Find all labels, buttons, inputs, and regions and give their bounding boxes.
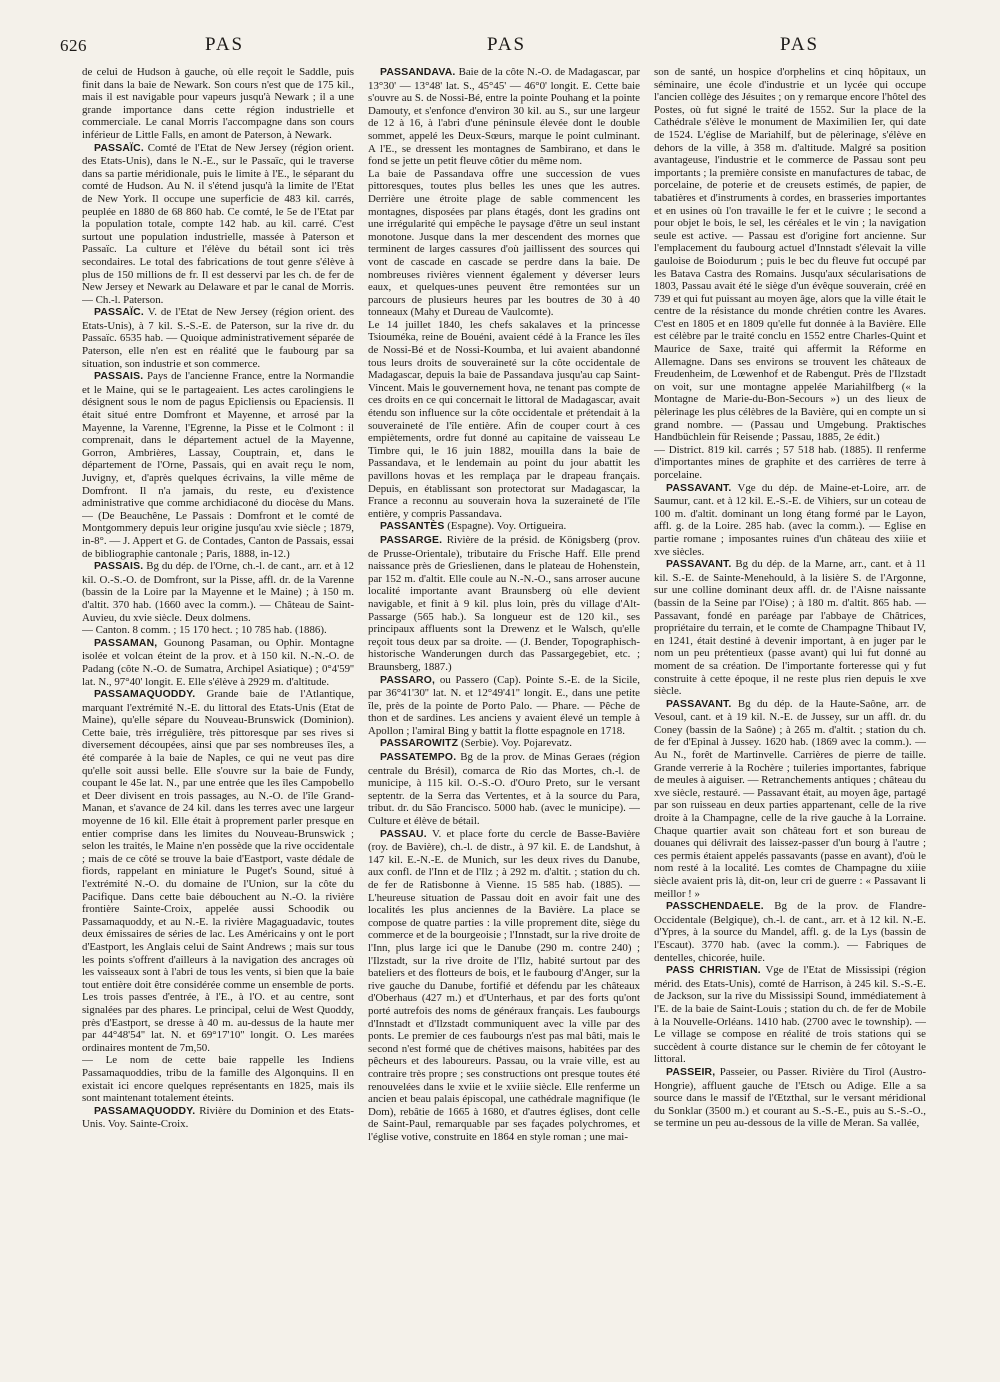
page-number: 626 — [60, 36, 87, 55]
dictionary-entry — [368, 66, 640, 168]
entry-text: Rivière de la présid. de Königsberg (prov. de Prusse-Orientale), tributaire du Frische Haff. Elle prend naissance près de Grieslienen, dans le plateau de Hohenstein, par 152 m. d'altit. Elle coule au N.-N.-O., sans arroser aucune localité importante avant Braunsberg où elle devient navigable, et finit à 9 kil. plus loin, près du village d'Alt-Passarge (565 hab.). Sa longueur est de 120 kil., ses principaux affluents sont la Drewenz et le Walsch, qu'elle reçoit tous deux par sa droite. — (J. Bender, Topographisch-historische Wanderungen durch das Passargegebiet, etc. ; Braunsberg, 1887.) — [368, 533, 640, 673]
entry-text: (Serbie). Voy. Pojarevatz. — [460, 737, 573, 750]
entry-headword: PASSANDAVA. — [380, 67, 456, 78]
entry-text: Grande baie de l'Atlantique, marquant l'extrémité N.-E. du littoral des Etats-Unis (Etat de Maine), qu'elle sépare du Nouveau-Brunswick (Dominion). Cette baie, très irrégulière, très pittoresque par ses rives si diversement découpées, ainsi que par ses nombreuses îles, a été comparée à la baie de Naples, ce qui ne veut pas dire qu'elle soit aussi belle. Elle s'ouvre sur la baie de Fundy, coupant le 45e lat. N., par une entrée que les îles Campobello et Deer divisent en trois passages, au N.-O. de l'île Grand-Manan, et s'avance de 24 kil. dans les terres avec une largeur moyenne de 16 kil. Elle était à proprement parler presque en entier comprise dans les limites du Nouveau-Brunswick ; selon les traités, le Maine n'en possède que la rive occidentale ; mais de ce côté se trouve la baie d'Eastport, vaste dédale de fiords, rappelant en miniature le Puget's Sound, situé à l'extrémité N.-O. du domaine de l'Union, sur la côte du Pacifique. Dans cette baie débouchent au N.-O. la rivière frontière Sainte-Croix, appelée aussi Schoodik ou Passamaquoddy, et au N.-E. la rivière Magaguadavic, toutes deux émissaires de séries de lac. Les Américains y ont le port d'Eastport, les Anglais celui de Saint Andrews ; mais sur tous les points s'offrent d'ailleurs à la navigation des ancrages où les vaisseaux sont à l'abri de tous les vents, si bien que la baie tout entière doit être considérée comme un ensemble de ports. Les trois passes d'entrée, à l'E., à l'O. et au centre, sont signalées par des phares. Le principal, celui de West Quoddy, près d'Eastport, se dresse à 40 m. au-dessus de la haute mer par 44°48'54'' lat. N. et 69°17'10'' longit. O. Les marées ordinaires montent de 7m,50. — [82, 688, 354, 1054]
running-head-right: PAS — [780, 34, 820, 55]
page-header — [0, 30, 1000, 70]
entry-text: Bg de la prov. de Minas Geraes (région centrale du Brésil), comarca de Rio das Mortes, ch.-l. de municipe, à 115 kil. O.-S.-O. d'Ouro Preto, sur le versant septentr. de la Serra das Vertentes, et à la source du Para, tribut. dr. du São Francisco. 5000 hab. (avec le municipe). — Culture et élève de bétail. — [368, 751, 640, 828]
entry-headword: PASSAMAQUODDY. — [94, 1105, 196, 1117]
dictionary-entry — [82, 637, 354, 688]
entry-headword: PASSAROWITZ — [380, 738, 459, 750]
entry-text: Baie de la côte N.-O. de Madagascar, par 13°30' — 13°48' lat. S., 45°45' — 46°0' longit. E. Cette baie s'ouvre au S. de Nossi-Bé, entre la pointe Pouhang et la pointe Damouty, et s'enfonce d'environ 30 kil. au S., sur une largeur de 12 à 16, à l'abri d'une péninsule élevée dont le double sommet, appelé les Deux-Sœurs, marque le point culminant. A l'E., se dressent les montagnes de Sambirano, et dans le fond se jette un petit fleuve côtier du même nom. — [368, 66, 640, 168]
entry-text: Bg du dép. de la Marne, arr., cant. et à 11 kil. S.-E. de Sainte-Menehould, à la lisière S. de l'Argonne, sur une colline dominant deux affl. dr. de l'Aisne naissante (bassin de la Seine par l'Oise) ; à 180 m. d'altit. 865 hab. — Passavant, fondé en paréage par l'abbaye de Châtrices, propriétaire du terrain, et le comte de Champagne Thibaut IV, en 1241, était destiné à devenir important, à en juger par le nom un peu prétentieux (passe avant) qui lui fut donné au moment de sa création. De l'importante forteresse qui y fut construite à cette époque, il ne reste plus rien depuis le xve siècle. — [654, 558, 926, 698]
dictionary-entry — [82, 66, 354, 142]
dictionary-entry — [368, 319, 640, 521]
entry-text: Passeier, ou Passer. Rivière du Tirol (Austro-Hongrie), affluent gauche de l'Etsch ou Adige. Elle a sa source dans le massif de l'Œtzthal, sur le versant méridional du Sonklar (3500 m.) et courant au S.-S.-E., puis au S.-S.-O., se termine un peu au-dessous de la ville de Meran. Sa vallée, — [654, 1065, 926, 1130]
text-column-1 — [82, 66, 354, 1346]
entry-text: Bg du dép. de l'Orne, ch.-l. de cant., arr. et à 12 kil. O.-S.-O. de Domfront, sur la Pisse, affl. dr. de la Varenne (bassin de la Loire par la Mayenne et le Maine) ; à 150 m. d'altit. 370 hab. (1660 avec la comm.). — Château de Saint-Auvieu, du xvie siècle. Deux dolmens. — [82, 560, 354, 624]
entry-text: Gounong Pasaman, ou Ophir. Montagne isolée et volcan éteint de la prov. et à 150 kil. N.-N.-O. de Padang (côte N.-O. de Sumatra, Archipel Asiatique) ; 0°4'59'' lat. N., 97°40' longit. E. Elle s'élève à 2929 m. d'altitude. — [82, 636, 354, 688]
entry-text: Pays de l'ancienne France, entre la Normandie et le Maine, qui se le partageaient. Les actes carolingiens le désignent sous le nom de pagus Epicliensis ou Epaciensis. Il était situé entre Domfront et Mayenne, et arrosé par la Mayenne, la Varenne, l'Egrenne, la Pisse et le Colmont : il comprenait, dans le département actuel de la Mayenne, Gorron, Ambrières, Lassay, Couptrain, et, dans le département de l'Orne, Passais, qui en avait reçu le nom, Juvigny, et, d'après quelques écrivains, la ville même de Domfront. Il n'a jamais, du reste, eu d'existence administrative que comme archidiaconé du diocèse du Mans. — (De Beauchêne, Le Passais : Domfront et le comté de Montgommery depuis leur origine jusqu'au xvie siècle ; 1879, in-8°. — J. Appert et G. de Contades, Canton de Passais, essai de bibliographie cantonale ; Paris, 1888, in-12.) — [82, 370, 354, 560]
dictionary-entry — [82, 1105, 354, 1131]
entry-headword: PASSAMAQUODDY. — [94, 689, 196, 701]
dictionary-entry — [368, 751, 640, 828]
entry-text: V. et place forte du cercle de Basse-Bavière (roy. de Bavière), ch.-l. de distr., à 97 kil. E. de Landshut, à 147 kil. E.-N.-E. de Munich, sur les deux rives du Danube, aux confl. de l'Inn et de l'Ilz ; à 292 m. d'altit. ; station du ch. de fer de Ratisbonne à Vienne. 15 585 hab. (1885). — L'heureuse situation de Passau doit en avoir fait une des localités les plus anciennes de la Bavière. La place se compose de quatre parties : la ville proprement dite, siège du commerce et de la bourgeoisie ; l'Innstadt, sur la rive droite de l'Inn, plus large ici que le Danube (290 m. contre 240) ; l'Ilzstadt, sur la rive droite de l'Ilz, habité surtout par des bateliers et des flotteurs de bois, et le faubourg d'Anger, sur la rive gauche du Danube, fortifié et défendu par les châteaux d'Oberhaus (427 m.) et d'Unterhaus, et par des forts qu'ont porté autrefois des noms de généraux français. Les faubourgs d'Innstadt et d'Ilzstadt communiquent avec la ville par des ponts. Le premier de ces faubourgs n'est pas mal bâti, mais le second n'est formé que de chétives maisons, habitées par des pêcheurs et des laboureurs. Passau, ou la vraie ville, est au contraire très propre ; ses constructions ont presque toutes été renouvelées dans le xviie et le xviiie siècle. Elle renferme un ancien et beau palais épiscopal, une cathédrale magnifique (le Dom), rebâtie de 1665 à 1680, et d'autres églises, dont celle de Saint-Paul, remarquable par ses façades polychromes, et l'église votive, construite en 1864 en style roman ; une mai- — [368, 827, 640, 1143]
entry-headword: PASSEIR, — [666, 1066, 716, 1078]
entry-headword: PASSAVANT. — [666, 559, 732, 571]
entry-text: — Le nom de cette baie rappelle les Indiens Passamaquoddies, tribu de la famille des Algonquins. Il en existait ici encore quelques représentants en 1825, mais ils sont maintenant totalement éteints. — [82, 1054, 354, 1105]
entry-text: Bg du dép. de la Haute-Saône, arr. de Vesoul, cant. et à 19 kil. N.-E. de Jussey, sur un affl. dr. du Coney (bassin de la Saône) ; à 265 m. d'altit. ; station du ch. de fer d'Epinal à Jussey. 1620 hab. (1869 avec la comm.). — Au N., forêt de Martinvelle. Carrières de pierre de taille. Grande verrerie à la Rochère ; tuileries importantes, fabrique de meules à aiguiser. — Retranchements antiques ; château du xve siècle, restauré. — Passavant était, au moyen âge, partagé par son ruisseau en deux parties appartenant, celle de la rive droite à la Champagne, celle de la rive gauche à la Lorraine. Chaque quartier avait son château fort et son bureau de douanes qui délivrait des laissez-passer d'un bourg à l'autre ; ces permis étaient appelés passavants (passe en avant), d'où le nom resté à la localité. Les comtes de Champagne du xiiie siècle avaient pris là, dit-on, leur cri de guerre : « Passavant li meillor ! » — [654, 697, 926, 900]
entry-headword: PASSAMAN, — [94, 637, 158, 649]
dictionary-entry — [368, 828, 640, 1144]
entry-text: Le 14 juillet 1840, les chefs sakalaves et la princesse Tsiouméka, reine de Bouéni, avaient cédé à la France les îles de Nossi-Bé et de Nossi-Koumba, et lui avaient abandonné tous leurs droits de souveraineté sur la côte occidentale de Madagascar, depuis la baie de Passandava jusqu'au cap Saint-Vincent. Mais le gouvernement hova, ne tenant pas compte de ces droits en ce qui concernait le littoral de Madagascar, avait étendu son influence sur la côte occidentale et prétendait à la souveraineté de l'île entière. Afin de couper court à ces empiètements, ordre fut donné au capitaine de vaisseau Le Timbre qui, le 16 juin 1882, mouilla dans la baie de Passandava, et le lendemain au point du jour abattit les pavillons hovas et les remplaça par le drapeau français. Depuis, en établissant son protectorat sur Madagascar, la France a reconnu au souverain hova la suzeraineté de l'île entière, y compris Passandava. — [368, 318, 640, 520]
entry-headword: PASS CHRISTIAN. — [666, 965, 761, 977]
entry-text: Vge du dép. de Maine-et-Loire, arr. de Saumur, cant. et à 12 kil. E.-S.-E. de Vihiers, sur un coteau de 100 m. d'altit. dominant un long étang formé par le Layon, affl. g. de la Loire. 285 hab. (avec la comm.). — Eglise en partie romane ; imposantes ruines d'un château des xiiie et xve siècles. — [654, 481, 926, 558]
dictionary-entry — [368, 674, 640, 738]
entry-text: V. de l'Etat de New Jersey (région orient. des Etats-Unis), à 7 kil. S.-S.-E. de Paterson, sur la rive dr. du Passaïc. 6535 hab. — Quoique administrativement séparée de Paterson, elle n'en est en réalité que le faubourg par sa situation, son industrie et son commerce. — [82, 306, 354, 370]
entry-headword: PASSAIS. — [94, 371, 144, 383]
running-head-center: PAS — [487, 34, 527, 55]
entry-headword: PASSARGE. — [380, 534, 443, 546]
entry-text: — Canton. 8 comm. ; 15 170 hect. ; 10 785 hab. (1886). — [82, 624, 327, 637]
dictionary-entry — [654, 66, 926, 444]
dictionary-entry — [368, 520, 640, 534]
entry-text: ou Passero (Cap). Pointe S.-E. de la Sicile, par 36°41'30'' lat. N. et 12°49'41'' longit. E., dans une petite île, près de la pointe de Porto Palo. — Phare. — Pêche de thon et de sardines. Les anciens y avaient élevé un temple à Apollon ; l'amiral Bing y battit la flotte espagnole en 1718. — [368, 673, 640, 737]
dictionary-entry — [82, 1054, 354, 1104]
entry-text: (Espagne). Voy. Ortigueira. — [447, 520, 567, 533]
dictionary-entry — [654, 482, 926, 559]
dictionary-entry — [82, 560, 354, 624]
dictionary-entry — [654, 558, 926, 698]
running-head-left: PAS — [205, 34, 245, 55]
dictionary-entry — [654, 964, 926, 1066]
entry-headword: PASSARO, — [380, 674, 436, 686]
entry-headword: PASSATEMPO. — [380, 752, 457, 764]
dictionary-entry — [654, 1066, 926, 1130]
entry-headword: PASSAÏC. — [94, 142, 144, 154]
entry-text: Vge de l'Etat de Mississipi (région mérid. des Etats-Unis), comté de Harrison, à 245 kil. S.-S.-E. de Jackson, sur la rive du Mississipi Sound, immédiatement à l'E. de la baie de Saint-Louis ; station du ch. de fer de Mobile à la Nouvelle-Orléans. 1410 hab. (2700 avec le township). — Le village se compose en réalité de trois stations qui se succèdent à courte distance sur le chemin de fer côtoyant le littoral. — [654, 964, 926, 1066]
entry-text: son de santé, un hospice d'orphelins et cinq hôpitaux, un séminaire, une école d'industrie et un lycée qui occupe l'ancien collège des Jésuites ; on y remarque encore l'hôtel des Postes, où fut signé le traité de 1552. Sur la place de la Cathédrale s'élève le monument de Maximilien Ier, qui date de 1524. L'église de Mariahilf, but de pèlerinage, s'élève en dehors de la ville, à 358 m. d'altitude. Malgré sa position avantageuse, l'industrie et le commerce de Passau sont peu importants ; la première consiste en manufactures de tabac, de porcelaine, de poterie et de creusets estimés, de papier, de tabatières et d'instruments à cordes, en brasseries importantes et en usines où l'on travaille le fer et le cuivre ; le second a pour objet le bois, le sel, les céréales et le vin ; la navigation seule est active. — Passau est d'origine fort ancienne. Sur l'emplacement du faubourg actuel d'Innstadt s'élevait la ville gauloise de Boiodurum ; puis le bec du fleuve fut occupé par les Batava Castra des Romains. Jusqu'aux sécularisations de 1803, Passau avait été le siège d'un évêque souverain, créé en 739 et qui fut puissant au moyen âge, alors que la ville était le centre de la résistance du monde chrétien contre les Avares. C'est en 1805 et en 1809 qu'elle fut donnée à la Bavière. Elle est célèbre par le traité conclu en 1552 entre Charles-Quint et Maurice de Saxe, traité qui affermit la Réforme en Allemagne. Dans ses environs se trouvent les châteaux de Freudenheim, de Lœwenhof et de Rabengut. Près de l'Ilzstadt on voit, sur une montagne appelée Mariahilfberg (« la Montagne de Marie-du-Bon-Secours ») un des lieux de pèlerinage les plus célèbres de la Bavière, qui en compte un si grand nombre. — (Passau und Umgebung. Praktisches Handbüchlein für Reisende ; Passau, 1885, 2e édit.) — [654, 66, 926, 444]
entry-text: — District. 819 kil. carrés ; 57 518 hab. (1885). Il renferme d'importantes mines de graphite et des carrières de terre à porcelaine. — [654, 443, 926, 481]
entry-headword: PASSANTÈS — [380, 521, 445, 533]
dictionary-entry — [654, 444, 926, 482]
entry-headword: PASSCHENDAELE. — [666, 901, 764, 913]
text-column-2 — [368, 66, 640, 1346]
entry-headword: PASSAIS. — [94, 561, 144, 573]
dictionary-entry — [368, 168, 640, 319]
dictionary-entry — [82, 370, 354, 560]
dictionary-entry — [82, 688, 354, 1054]
entry-headword: PASSAÏC. — [94, 307, 144, 319]
entry-headword: PASSAVANT. — [666, 482, 732, 494]
dictionary-entry — [654, 900, 926, 964]
dictionary-entry — [654, 698, 926, 901]
text-column-3 — [654, 66, 926, 1346]
entry-headword: PASSAU. — [380, 828, 427, 840]
dictionary-entry — [368, 737, 640, 751]
dictionary-entry — [82, 142, 354, 307]
entry-headword: PASSAVANT. — [666, 698, 732, 710]
dictionary-entry — [82, 306, 354, 370]
entry-text: Bg de la prov. de Flandre-Occidentale (Belgique), ch.-l. de cant., arr. et à 12 kil. N.-E. d'Ypres, à la source du Mandel, affl. g. de la Lys (bassin de l'Escaut). 3770 hab. (avec la comm.). — Fabriques de dentelles, chicorée, huile. — [654, 900, 926, 964]
entry-text: Rivière du Dominion et des Etats-Unis. Voy. Sainte-Croix. — [82, 1104, 354, 1131]
dictionary-entry — [368, 534, 640, 674]
entry-text: de celui de Hudson à gauche, où elle reçoit le Saddle, puis finit dans la baie de Newark. Son cours n'est que de 175 kil., mais il est navigable pour vapeurs jusqu'à Newark ; il a une grande importance dans cette région industrielle et commerciale. Le canal Morris l'accompagne dans son cours inférieur de Little Falls, en amont de Paterson, à Newark. — [82, 66, 354, 141]
dictionary-entry — [82, 624, 354, 637]
entry-text: La baie de Passandava offre une succession de vues pittoresques, toutes plus belles les unes que les autres. Derrière une étroite plage de sable commencent les montagnes, disposées par plans étagés, dont les gradins ont une irrégularité qui empêche le paysage d'être un seul instant monotone. Jusque dans la mer descendent des mornes que terminent de larges cassures d'où jaillissent des sources qui vont de cascade en cascade se perdre dans la baie. De nombreuses rivières viennent également y déverser leurs eaux, et quelques-unes peuvent être remontées sur un parcours de plusieurs heures par les boutres de 30 à 40 tonneaux (Mahy et Dureau de Vaulcomte). — [368, 167, 640, 319]
entry-text: Comté de l'Etat de New Jersey (région orient. des Etats-Unis), dans le N.-E., sur le Passaïc, qui le traverse dans sa partie méridionale, puis le limite à l'E., le séparant du comté de Hudson. Au N. il s'étend jusqu'à la limite de l'Etat de New York. Il occupe une superficie de 483 kil. carrés, peuplée en 1880 de 68 860 hab. Ce comté, le 5e de l'Etat par la population totale, compte 142 hab. au kil. carré. C'est surtout une population industrielle, massée à Paterson et Passaïc. La culture et l'élève du bétail sont ici très secondaires. Le total des fabrications de tout genre s'élève à plus de 150 millions de fr. Il est desservi par les ch. de fer de New Jersey et Newark au Delaware et par le canal de Morris. — Ch.-l. Paterson. — [82, 141, 354, 306]
